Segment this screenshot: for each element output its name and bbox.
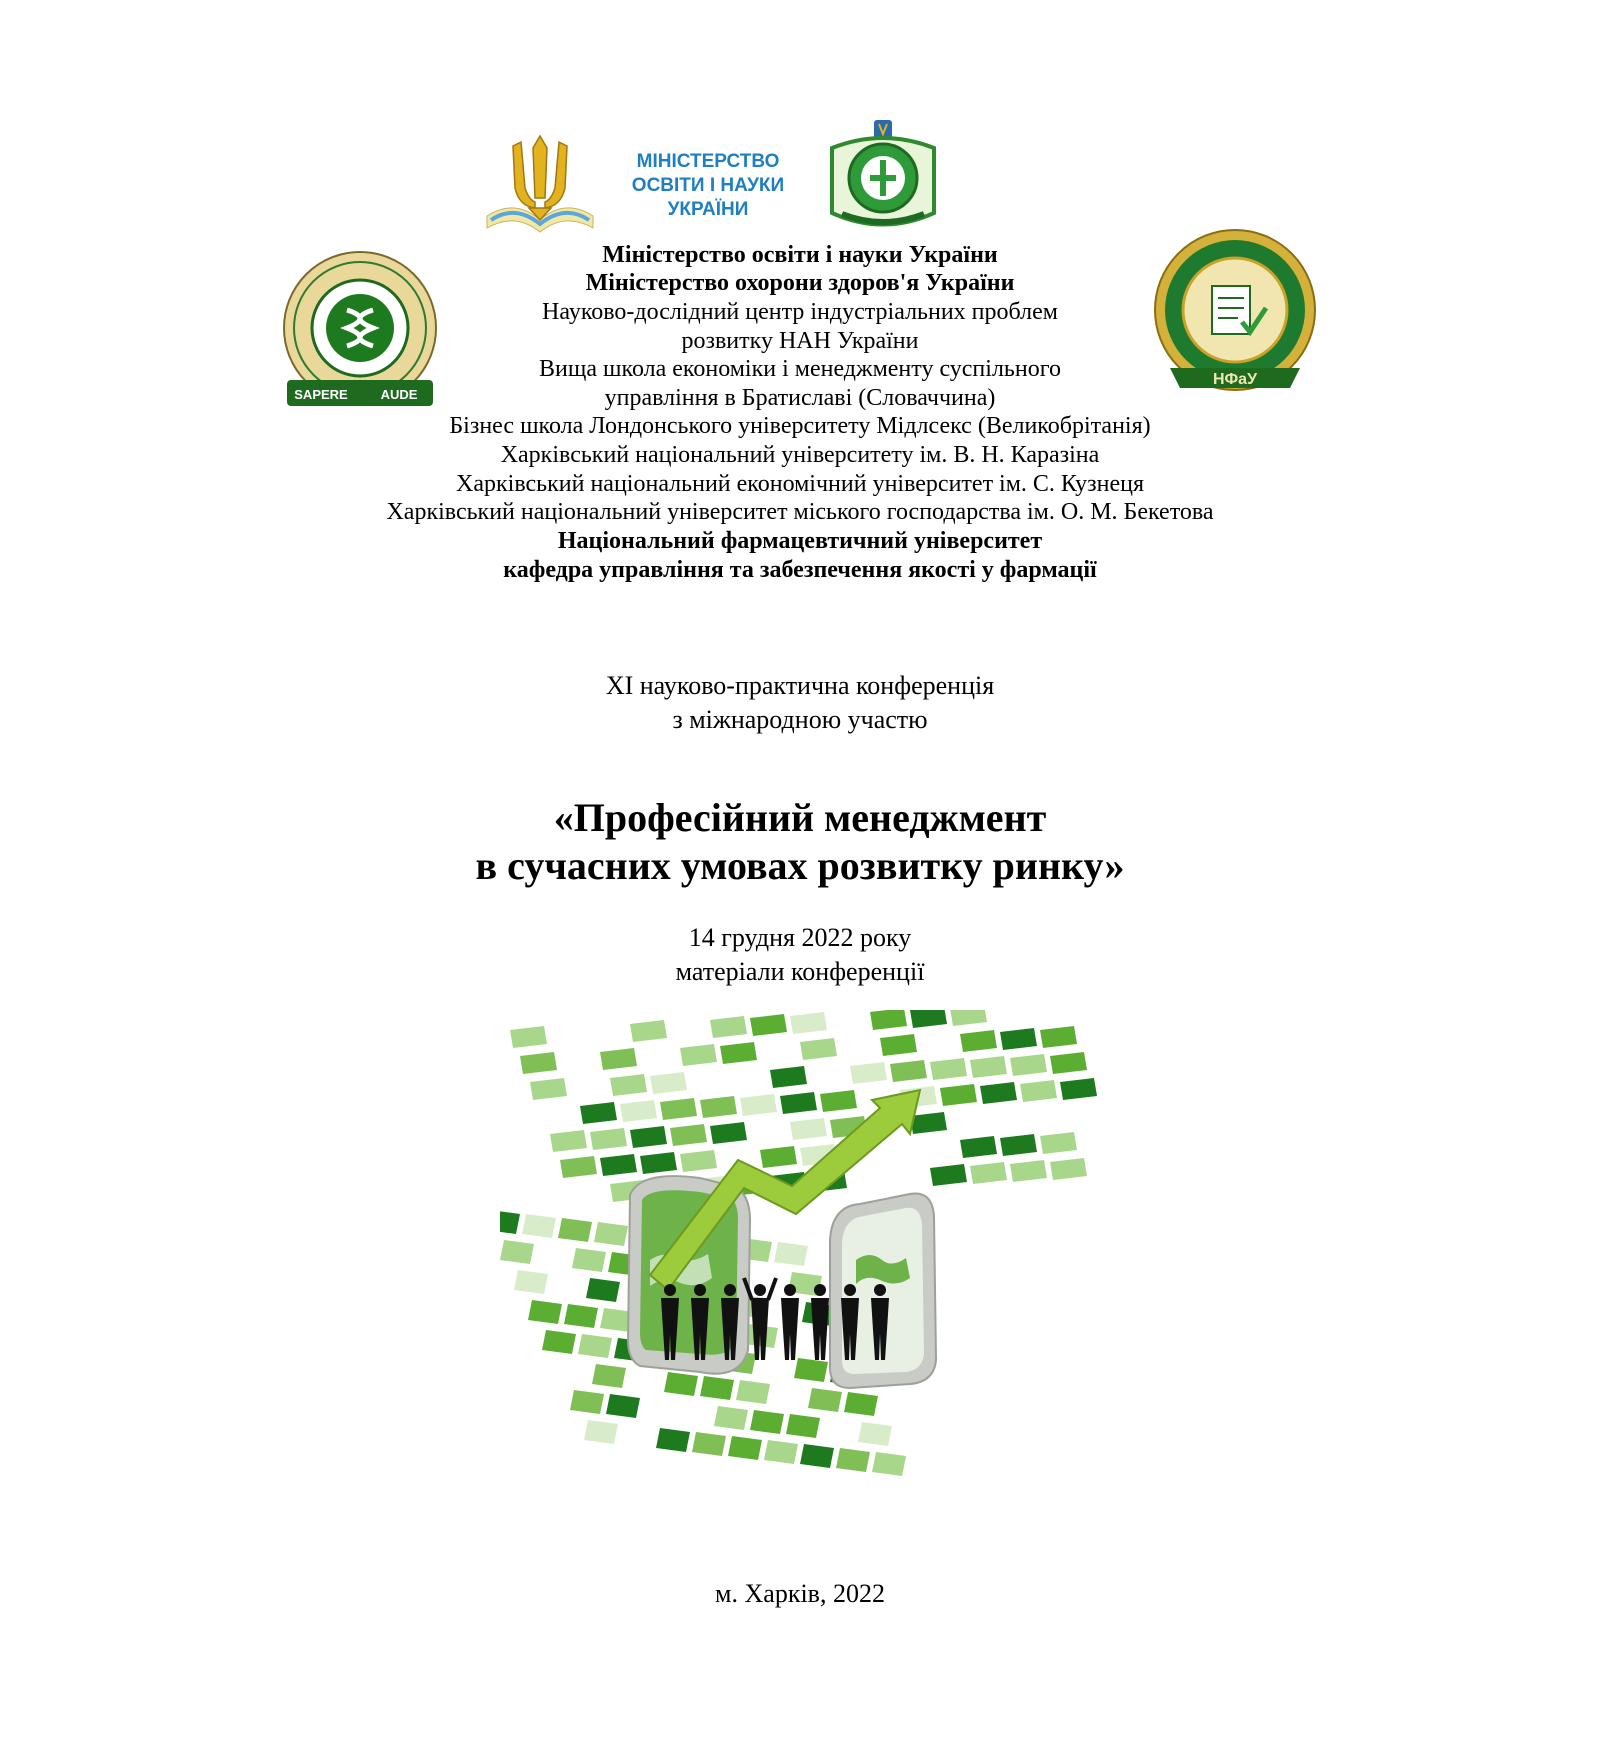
organizer-line: Міністерство освіти і науки України bbox=[602, 242, 998, 268]
mosaic-tile bbox=[692, 1432, 726, 1456]
mosaic-tile bbox=[528, 1300, 562, 1324]
mosaic-tile bbox=[836, 1448, 870, 1472]
ministry-logo-text bbox=[628, 150, 788, 222]
nfau-seal-motto: AUDE bbox=[380, 387, 418, 402]
ministry-text-line: ОСВІТИ І НАУКИ bbox=[631, 175, 785, 196]
mosaic-tile bbox=[960, 1030, 997, 1052]
health-ministry-seal-icon bbox=[822, 118, 944, 236]
conference-participation: з міжнародною участю bbox=[672, 705, 928, 734]
organizer-line: Міністерство охорони здоров'я України bbox=[585, 270, 1015, 296]
mosaic-tile bbox=[600, 1048, 637, 1070]
mosaic-tile bbox=[1040, 1132, 1077, 1154]
mosaic-tile bbox=[890, 1060, 927, 1082]
mosaic-tile bbox=[680, 1150, 717, 1172]
organizer-line: Харківський національний університет міського господарства ім. О. М. Бекетова bbox=[386, 499, 1214, 525]
business-growth-illustration bbox=[500, 1010, 1100, 1520]
mosaic-tile bbox=[858, 1422, 892, 1446]
mosaic-tile bbox=[680, 1044, 717, 1066]
ministry-text-line: УКРАЇНИ bbox=[667, 199, 749, 220]
mosaic-tile bbox=[850, 1062, 887, 1084]
ministry-text-line: МІНІСТЕРСТВО bbox=[636, 151, 780, 172]
mosaic-tile bbox=[1000, 1028, 1037, 1050]
mosaic-tile bbox=[570, 1390, 604, 1414]
mosaic-tile bbox=[700, 1376, 734, 1400]
mosaic-tile bbox=[750, 1410, 784, 1434]
mosaic-tile bbox=[1040, 1026, 1077, 1048]
mosaic-tile bbox=[940, 1084, 977, 1106]
mosaic-tile bbox=[670, 1124, 707, 1146]
mosaic-tile bbox=[578, 1334, 612, 1358]
mosaic-tile bbox=[720, 1042, 757, 1064]
organizer-line: управління в Братиславі (Словаччина) bbox=[604, 385, 996, 411]
mosaic-tile bbox=[530, 1078, 567, 1100]
mosaic-tile bbox=[970, 1162, 1007, 1184]
mosaic-tile bbox=[1020, 1080, 1057, 1102]
mosaic-tile bbox=[520, 1052, 557, 1074]
conference-materials: матеріали конференції bbox=[675, 957, 925, 986]
mosaic-tile bbox=[590, 1128, 627, 1150]
mosaic-tile bbox=[750, 1014, 787, 1036]
department-seal-ribbon: НФаУ bbox=[1212, 371, 1258, 388]
mosaic-tile bbox=[930, 1164, 967, 1186]
mosaic-tile bbox=[600, 1154, 637, 1176]
mosaic-tile bbox=[664, 1372, 698, 1396]
mosaic-tile bbox=[572, 1248, 606, 1272]
mosaic-tile bbox=[610, 1074, 647, 1096]
mosaic-tile bbox=[700, 1096, 737, 1118]
mosaic-tile bbox=[790, 1118, 827, 1140]
mosaic-tile bbox=[560, 1156, 597, 1178]
mosaic-tile bbox=[522, 1214, 556, 1238]
mosaic-tile bbox=[870, 1010, 907, 1030]
mosaic-tile bbox=[800, 1038, 837, 1060]
mosaic-tile bbox=[584, 1420, 618, 1444]
place-year: м. Харків, 2022 bbox=[715, 1579, 885, 1608]
mosaic-tile bbox=[580, 1102, 617, 1124]
mosaic-tile bbox=[656, 1428, 690, 1452]
organizer-line: Бізнес школа Лондонського університету Мідлсекс (Великобрітанія) bbox=[449, 413, 1151, 439]
mosaic-tile bbox=[970, 1056, 1007, 1078]
mosaic-tile bbox=[620, 1100, 657, 1122]
mosaic-tile bbox=[728, 1436, 762, 1460]
conference-date: 14 грудня 2022 року bbox=[688, 923, 912, 952]
mosaic-tile bbox=[714, 1406, 748, 1430]
conference-title-line1: «Професійний менеджмент bbox=[553, 795, 1047, 840]
mosaic-tile bbox=[640, 1152, 677, 1174]
person-silhouette bbox=[781, 1284, 799, 1360]
organizer-line: кафедра управління та забезпечення якості у фармації bbox=[503, 557, 1097, 583]
mosaic-tile bbox=[660, 1098, 697, 1120]
mosaic-tile bbox=[736, 1380, 770, 1404]
tryzub-icon bbox=[485, 128, 595, 236]
mosaic-tile bbox=[800, 1444, 834, 1468]
mosaic-tile bbox=[606, 1394, 640, 1418]
mosaic-tile bbox=[710, 1122, 747, 1144]
mosaic-tile bbox=[1050, 1052, 1087, 1074]
mosaic-tile bbox=[980, 1082, 1017, 1104]
mosaic-tile bbox=[770, 1066, 807, 1088]
mosaic-tile bbox=[710, 1016, 747, 1038]
mosaic-tile bbox=[594, 1222, 628, 1246]
mosaic-tile bbox=[510, 1026, 547, 1048]
organizer-line: Національний фармацевтичний університет bbox=[557, 528, 1043, 554]
mosaic-tile bbox=[550, 1130, 587, 1152]
organizer-line: розвитку НАН України bbox=[681, 328, 919, 354]
nfau-seal-year: -1805- bbox=[346, 380, 374, 390]
mosaic-tile bbox=[1050, 1158, 1087, 1180]
mosaic-tile bbox=[910, 1112, 947, 1134]
mosaic-tile bbox=[592, 1364, 626, 1388]
mosaic-tile bbox=[558, 1218, 592, 1242]
mosaic-tile bbox=[950, 1010, 987, 1026]
mosaic-tile bbox=[790, 1012, 827, 1034]
mosaic-tile bbox=[930, 1058, 967, 1080]
organizer-line: Науково-дослідний центр індустріальних проблем bbox=[542, 299, 1058, 325]
mosaic-tile bbox=[630, 1126, 667, 1148]
mosaic-tile bbox=[794, 1358, 828, 1382]
mosaic-tile bbox=[880, 1034, 917, 1056]
mosaic-tile bbox=[760, 1146, 797, 1168]
mosaic-tile bbox=[872, 1452, 906, 1476]
mosaic-tile bbox=[1010, 1054, 1047, 1076]
conference-title-line2: в сучасних умовах розвитку ринку» bbox=[475, 843, 1125, 888]
mosaic-tile bbox=[514, 1270, 548, 1294]
nfau-seal-motto: SAPERE bbox=[294, 387, 348, 402]
mosaic-tile bbox=[844, 1392, 878, 1416]
mosaic-tile bbox=[630, 1020, 667, 1042]
mosaic-tile bbox=[500, 1240, 534, 1264]
mosaic-tile bbox=[764, 1440, 798, 1464]
mosaic-tile bbox=[774, 1242, 808, 1266]
organizer-line: Харківський національний університету ім. В. Н. Каразіна bbox=[500, 442, 1100, 468]
mosaic-tile bbox=[500, 1210, 520, 1234]
mosaic-tile bbox=[1000, 1134, 1037, 1156]
organizer-line: Харківський національний економічний університет ім. С. Кузнеця bbox=[456, 471, 1144, 497]
mosaic-tile bbox=[564, 1304, 598, 1328]
mosaic-tile bbox=[542, 1330, 576, 1354]
organizer-line: Вища школа економіки і менеджменту суспільного bbox=[539, 356, 1061, 382]
mosaic-tile bbox=[1060, 1078, 1097, 1100]
mosaic-tile bbox=[808, 1388, 842, 1412]
mosaic-tile bbox=[780, 1092, 817, 1114]
mosaic-tile bbox=[786, 1414, 820, 1438]
mosaic-tile bbox=[960, 1136, 997, 1158]
mosaic-tile bbox=[820, 1090, 857, 1112]
mosaic-tile bbox=[740, 1094, 777, 1116]
mosaic-tile bbox=[910, 1010, 947, 1028]
mosaic-tile bbox=[650, 1072, 687, 1094]
department-seal-year: 1805 bbox=[1226, 353, 1244, 362]
mosaic-tile bbox=[586, 1278, 620, 1302]
mosaic-tile bbox=[1010, 1160, 1047, 1182]
conference-edition: XI науково-практична конференція bbox=[605, 671, 995, 700]
